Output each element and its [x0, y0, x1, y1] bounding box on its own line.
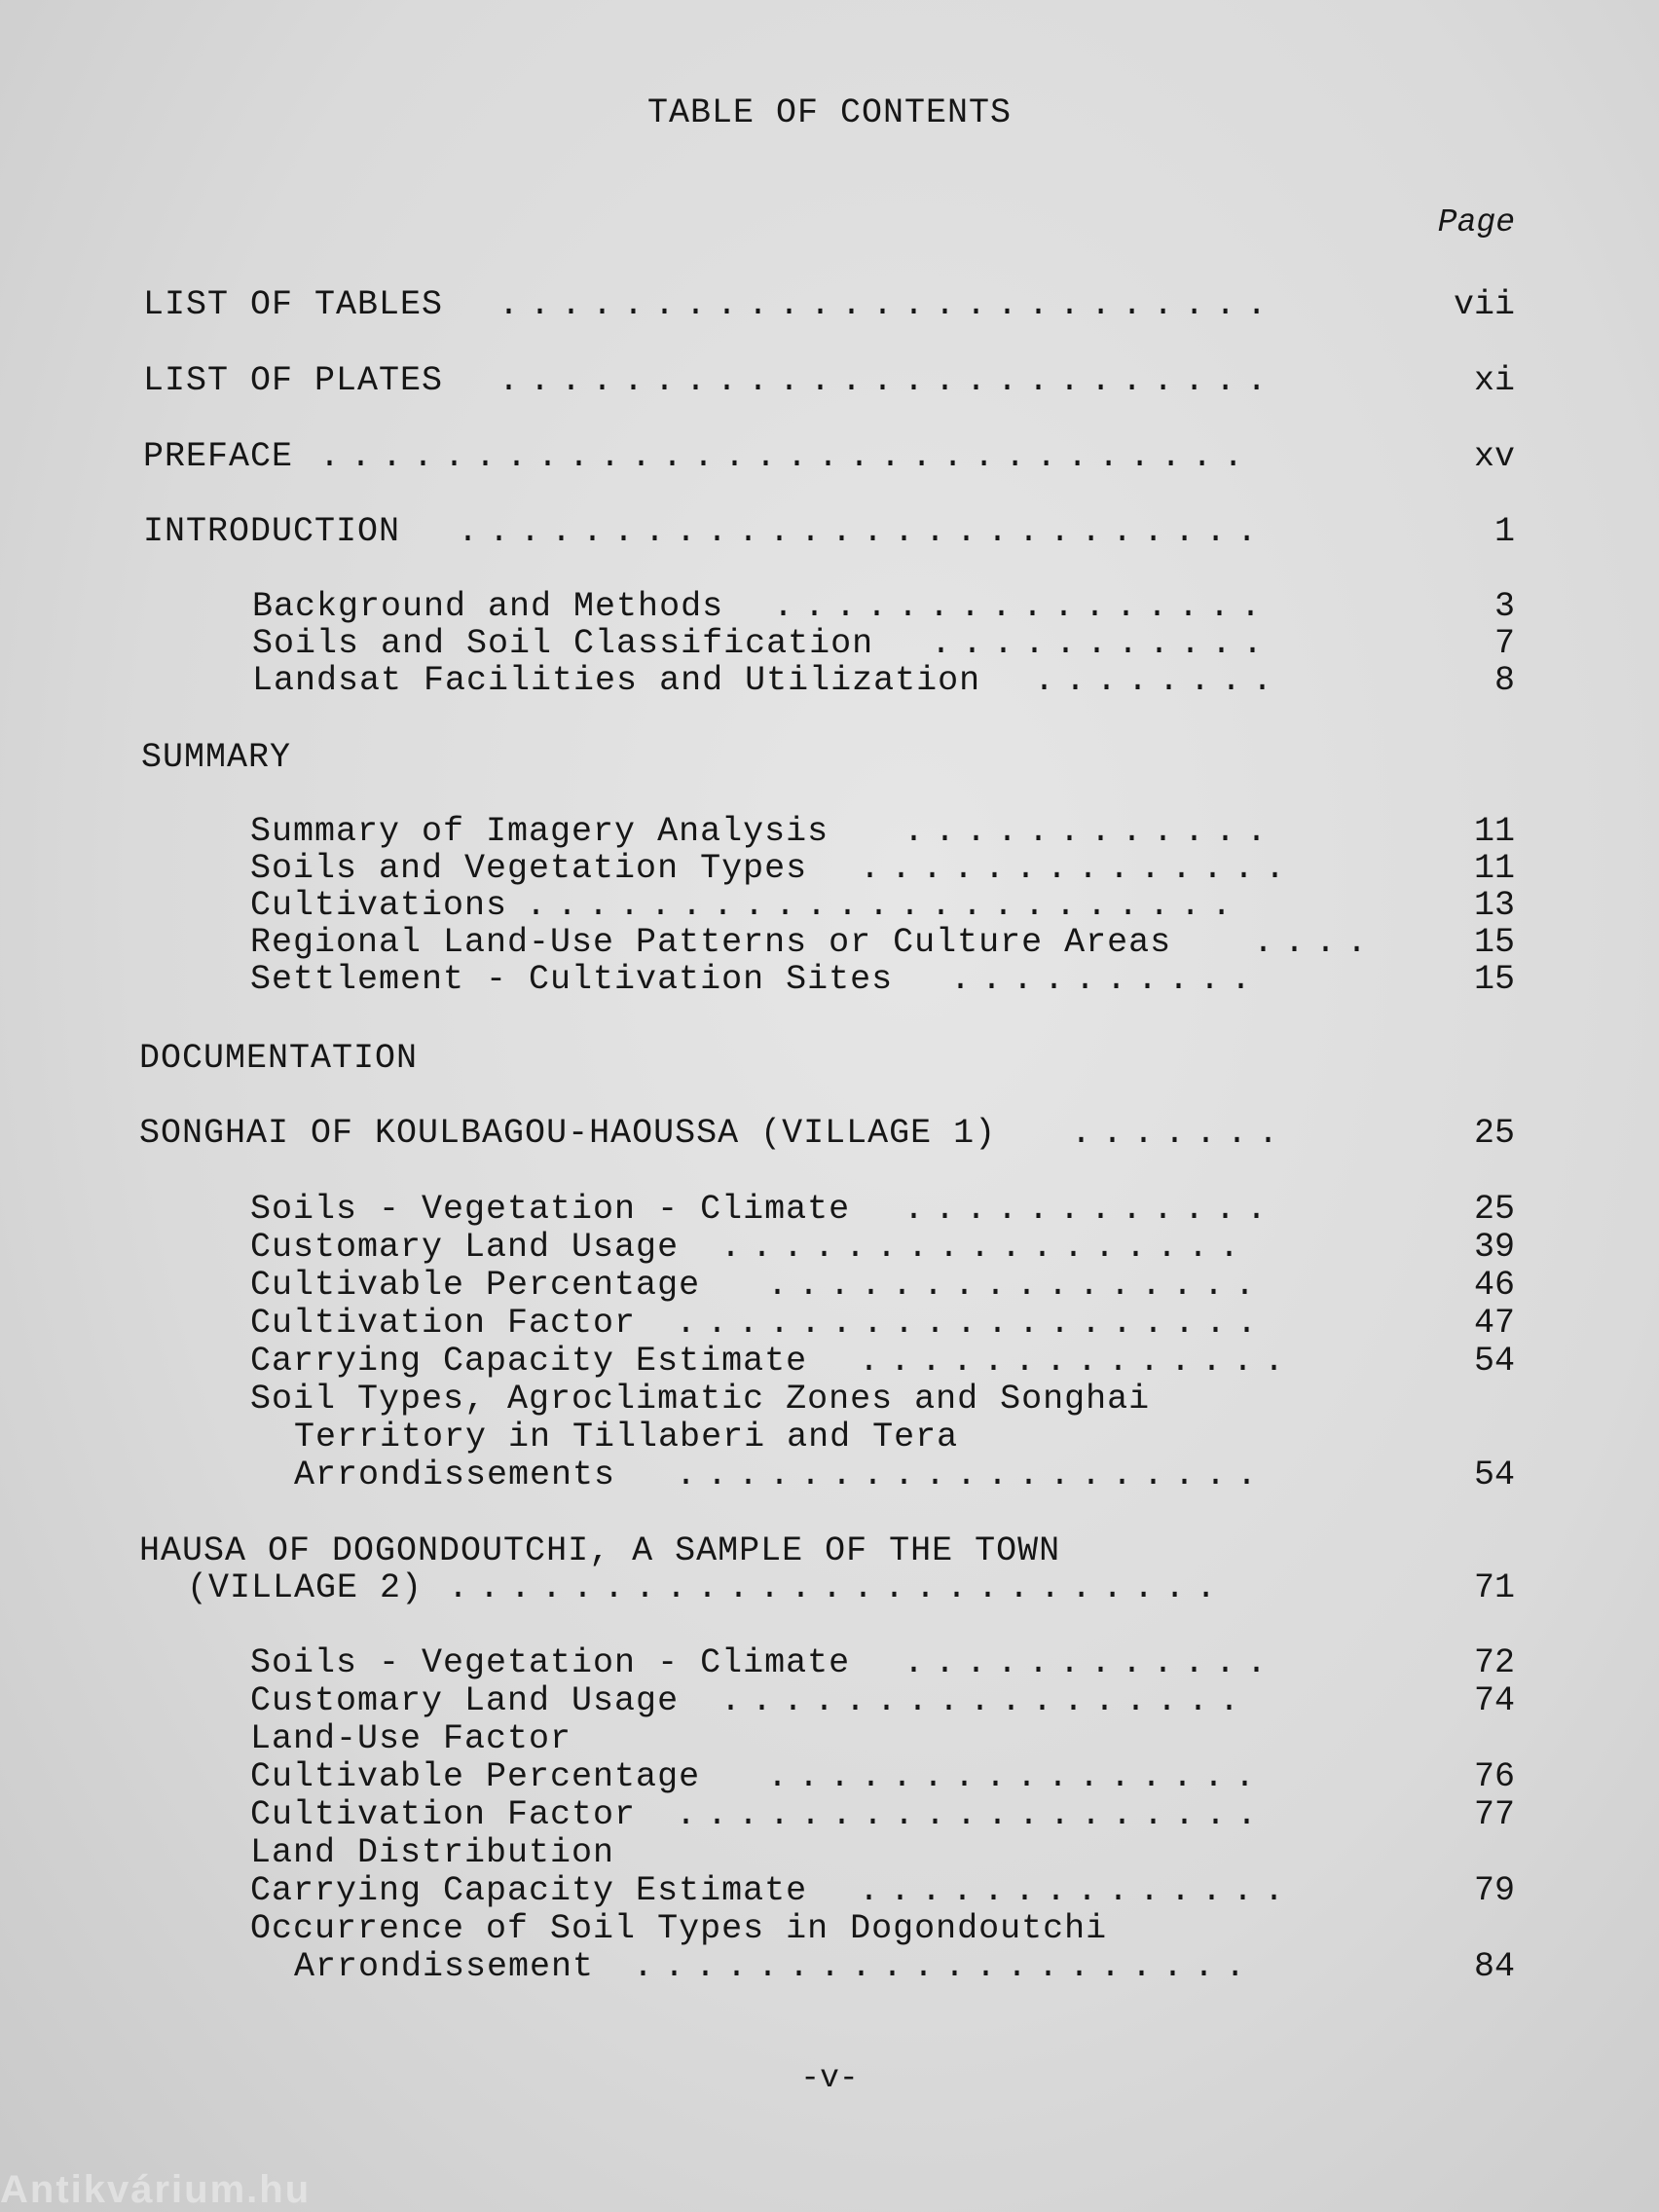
toc-entry-title: Cultivable Percentage: [250, 1266, 701, 1305]
toc-entry-page: 13: [1473, 886, 1515, 925]
toc-entry: [0, 512, 1659, 551]
toc-entry: [0, 437, 1659, 476]
toc-entry: [0, 1531, 1659, 1570]
toc-entry-page: 39: [1473, 1228, 1515, 1267]
dot-leader: .........................: [448, 1568, 1228, 1607]
dot-leader: ..........: [950, 960, 1263, 999]
toc-entry-title: INTRODUCTION: [143, 512, 401, 551]
toc-entry: [0, 624, 1659, 663]
toc-entry: [0, 1681, 1659, 1720]
toc-entry: [0, 1380, 1659, 1419]
toc-entry-page: 71: [1473, 1568, 1515, 1607]
toc-entry-title: Settlement - Cultivation Sites: [250, 960, 894, 999]
toc-entry-title: Arrondissement: [294, 1947, 595, 1986]
dot-leader: ..............................: [319, 437, 1255, 476]
toc-entry-page: 79: [1473, 1871, 1515, 1910]
toc-entry: [0, 1947, 1659, 1986]
toc-entry-page: 1: [1493, 512, 1515, 551]
dot-leader: .......................: [526, 886, 1243, 925]
toc-entry: [0, 661, 1659, 700]
toc-entry-title: Cultivation Factor: [250, 1795, 637, 1834]
toc-entry: [0, 1757, 1659, 1796]
toc-entry-title: Soils - Vegetation - Climate: [250, 1190, 851, 1229]
toc-entry-title: Soils and Soil Classification: [252, 624, 874, 663]
toc-entry-page: 72: [1473, 1643, 1515, 1682]
toc-section-heading: [0, 1039, 1659, 1078]
toc-entry-title: LIST OF TABLES: [143, 285, 444, 324]
toc-entry-page: 15: [1473, 960, 1515, 999]
toc-entry-page: 25: [1473, 1190, 1515, 1229]
toc-entry: [0, 960, 1659, 999]
toc-entry-page: 54: [1473, 1456, 1515, 1494]
toc-entry-title: Customary Land Usage: [250, 1681, 680, 1720]
page-folio: -v-: [800, 2060, 859, 2096]
dot-leader: .........................: [498, 361, 1278, 400]
dot-leader: ..........................: [458, 512, 1269, 551]
watermark: Antikvárium.hu: [0, 2168, 312, 2211]
toc-entry-title: DOCUMENTATION: [139, 1039, 419, 1078]
toc-entry-page: xv: [1473, 437, 1515, 476]
toc-entry-title: (VILLAGE 2): [187, 1568, 424, 1607]
toc-entry: [0, 587, 1659, 626]
toc-entry-title: Soils and Vegetation Types: [250, 849, 808, 888]
toc-entry-title: Land Distribution: [250, 1833, 615, 1872]
toc-entry-title: Arrondissements: [294, 1456, 616, 1494]
toc-entry-title: Soils - Vegetation - Climate: [250, 1643, 851, 1682]
dot-leader: ....: [1253, 923, 1379, 962]
dot-leader: ..............: [859, 1342, 1296, 1381]
dot-leader: ................: [773, 587, 1272, 626]
toc-entry-page: 3: [1493, 587, 1515, 626]
toc-entry: [0, 1304, 1659, 1343]
toc-entry-page: xi: [1473, 361, 1515, 400]
dot-leader: .................: [720, 1681, 1251, 1720]
toc-entry-page: 54: [1473, 1342, 1515, 1381]
dot-leader: ........: [1034, 661, 1284, 700]
toc-entry: [0, 923, 1659, 962]
toc-entry-title: HAUSA OF DOGONDOUTCHI, A SAMPLE OF THE TOWN: [139, 1531, 1061, 1570]
toc-entry: [0, 1342, 1659, 1381]
dot-leader: ...........: [931, 624, 1274, 663]
dot-leader: ............: [903, 1643, 1278, 1682]
toc-entry-title: Regional Land-Use Patterns or Culture Areas: [250, 923, 1172, 962]
dot-leader: ............: [903, 1190, 1278, 1229]
dot-leader: .......: [1071, 1114, 1290, 1153]
toc-entry-title: Land-Use Factor: [250, 1719, 572, 1758]
toc-entry: [0, 886, 1659, 925]
toc-entry: [0, 1114, 1659, 1153]
toc-entry-page: 74: [1473, 1681, 1515, 1720]
dot-leader: ................: [767, 1757, 1267, 1796]
dot-leader: ...................: [676, 1456, 1269, 1494]
toc-entry-title: Cultivable Percentage: [250, 1757, 701, 1796]
toc-entry: [0, 1228, 1659, 1267]
toc-entry-page: 46: [1473, 1266, 1515, 1305]
toc-entry-title: Cultivations: [250, 886, 508, 925]
toc-entry: [0, 849, 1659, 888]
toc-entry-title: SONGHAI OF KOULBAGOU-HAOUSSA (VILLAGE 1): [139, 1114, 997, 1153]
toc-entry-title: Carrying Capacity Estimate: [250, 1342, 808, 1381]
dot-leader: ..............: [860, 849, 1297, 888]
toc-entry-page: 8: [1493, 661, 1515, 700]
toc-entry-title: Carrying Capacity Estimate: [250, 1871, 808, 1910]
toc-entry-page: 84: [1473, 1947, 1515, 1986]
toc-entry-page: 25: [1473, 1114, 1515, 1153]
toc-entry-page: 15: [1473, 923, 1515, 962]
toc-entry-title: SUMMARY: [141, 738, 292, 777]
toc-entry-title: Customary Land Usage: [250, 1228, 680, 1267]
toc-entry: [0, 1795, 1659, 1834]
toc-entry-title: Background and Methods: [252, 587, 724, 626]
toc-title: TABLE OF CONTENTS: [646, 93, 1013, 132]
toc-entry-title: Occurrence of Soil Types in Dogondoutchi: [250, 1909, 1108, 1948]
toc-entry-title: Cultivation Factor: [250, 1304, 637, 1343]
toc-section-heading: [0, 738, 1659, 777]
dot-leader: .................: [720, 1228, 1251, 1267]
toc-entry: [0, 1190, 1659, 1229]
toc-entry: [0, 1871, 1659, 1910]
toc-entry-title: Landsat Facilities and Utilization: [252, 661, 981, 700]
toc-entry-page: 7: [1493, 624, 1515, 663]
toc-entry: [0, 1456, 1659, 1494]
toc-entry-title: Summary of Imagery Analysis: [250, 812, 830, 851]
toc-entry: [0, 1833, 1659, 1872]
toc-entry-page: 76: [1473, 1757, 1515, 1796]
toc-entry: [0, 1909, 1659, 1948]
toc-entry-title: PREFACE: [143, 437, 294, 476]
dot-leader: ..............: [859, 1871, 1296, 1910]
toc-entry-page: 47: [1473, 1304, 1515, 1343]
toc-entry: [0, 1418, 1659, 1456]
page-column-label: Page: [1437, 204, 1515, 240]
toc-entry-title: LIST OF PLATES: [143, 361, 444, 400]
toc-entry-page: 77: [1473, 1795, 1515, 1834]
toc-entry-title: Soil Types, Agroclimatic Zones and Songhai: [250, 1380, 1151, 1419]
toc-entry: [0, 1266, 1659, 1305]
dot-leader: ................: [767, 1266, 1267, 1305]
dot-leader: ...................: [676, 1795, 1269, 1834]
toc-entry-page: 11: [1473, 849, 1515, 888]
toc-entry-page: 11: [1473, 812, 1515, 851]
dot-leader: ............: [903, 812, 1278, 851]
toc-entry-page: vii: [1453, 285, 1515, 324]
toc-entry: [0, 285, 1659, 324]
toc-entry: [0, 1568, 1659, 1607]
toc-entry: [0, 812, 1659, 851]
toc-entry-title: Territory in Tillaberi and Tera: [294, 1418, 959, 1456]
toc-entry: [0, 1719, 1659, 1758]
dot-leader: ...................: [676, 1304, 1269, 1343]
toc-entry: [0, 361, 1659, 400]
toc-entry: [0, 1643, 1659, 1682]
dot-leader: .........................: [498, 285, 1278, 324]
dot-leader: ....................: [633, 1947, 1257, 1986]
